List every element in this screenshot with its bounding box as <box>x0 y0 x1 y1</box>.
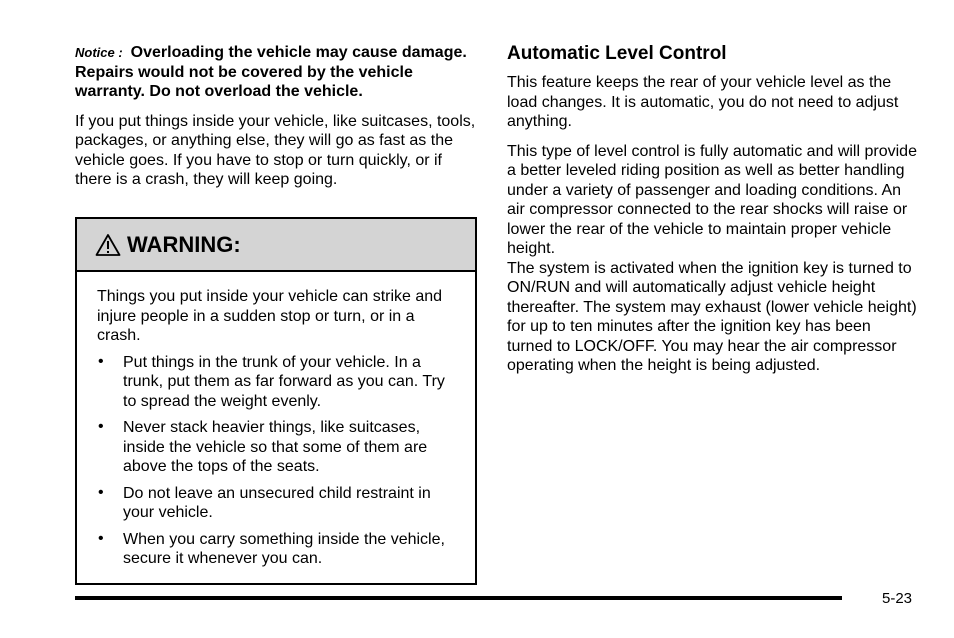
warning-bullets <box>97 353 455 569</box>
left-column <box>75 43 477 190</box>
bullet-icon: • <box>98 529 104 547</box>
level-control-intro: This feature keeps the rear of your vehicle level as the load changes. It is automatic, you do not need to adjust anything. <box>507 74 899 130</box>
warning-body <box>77 272 475 569</box>
page-number: 5-23 <box>882 590 913 607</box>
warning-triangle-icon <box>95 233 121 257</box>
bullet-icon: • <box>98 418 104 435</box>
list-item: • When you carry something inside the vehicle, secure it whenever you can. <box>98 529 445 567</box>
warning-intro: Things you put inside your vehicle can strike and injure people in a sudden stop or turn, or in a crash. <box>97 288 443 344</box>
section-title: Automatic Level Control <box>507 43 727 64</box>
level-control-description: This type of level control is fully automatic and will provide a better leveled riding position as well as better handling under a variety of passenger and loading conditions. An air compressor connected to the rear shocks will raise or lower the rear of the vehicle to maintain proper vehicle height. <box>507 142 917 257</box>
footer-rule <box>75 596 842 600</box>
bullet-icon: • <box>98 483 104 501</box>
warning-title: WARNING: <box>127 231 241 257</box>
warning-header <box>77 219 475 272</box>
right-column <box>507 43 917 376</box>
warning-box <box>75 217 477 585</box>
list-item: • Never stack heavier things, like suitcases, inside the vehicle so that some of them are above the tops of the seats. <box>98 418 428 475</box>
cargo-paragraph: If you put things inside your vehicle, like suitcases, tools, packages, or anything else, they will go as fast as the vehicle goes. If you have to stop or turn quickly, or if there is a crash, they will keep going. <box>75 112 476 188</box>
notice <box>75 43 477 102</box>
level-control-activation: The system is activated when the ignition key is turned to ON/RUN and will automatically adjust vehicle height thereafter. The system may exhaust (lower vehicle height) for up to ten minutes after the ignition key has been turned to LOCK/OFF. You may hear the air compressor operating when the height is being adjusted. <box>507 259 917 374</box>
bullet-icon: • <box>98 352 104 370</box>
notice-text: Overloading the vehicle may cause damage. Repairs would not be covered by the vehicle warranty. Do not overload the vehicle. <box>75 44 467 100</box>
list-item: • Do not leave an unsecured child restraint in your vehicle. <box>98 483 431 521</box>
list-item: • Put things in the trunk of your vehicle. In a trunk, put them as far forward as you can. Try to spread the weight evenly. <box>98 352 445 410</box>
notice-label: Notice : <box>75 45 123 60</box>
